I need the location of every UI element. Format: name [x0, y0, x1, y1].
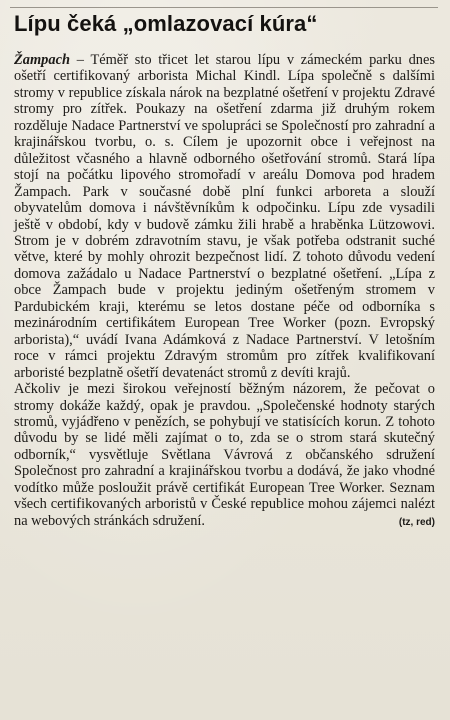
article-paragraph-2	[14, 381, 435, 529]
paragraph-2-text: Ačkoliv je mezi širokou veřejností běžným názorem, že pečovat o stromy dokáže každý, opak je pravdou. „Společenské hodnoty starých stromů, vyjádřeno v penězích, se pohybují ve statisících korun. Z tohoto důvodu by se lidé měli zajímat o to, zda se o strom stará skutečný odborník,“ vysvětluje Světlana Vávrová z občanského sdružení Společnost pro zahradní a krajinářskou tvorbu a dodává, že jako vhodné vodítko může posloužit právě certifikát European Tree Worker. Seznam všech certifikovaných arboristů v České republice mohou zájemci nalézt na webových stránkách sdružení.	[14, 381, 435, 529]
article-headline: Lípu čeká „omlazovací kúra“	[14, 11, 318, 36]
author-credit: (tz, red)	[398, 516, 435, 528]
dateline-place: Žampach	[14, 52, 70, 68]
dateline-dash: –	[69, 52, 91, 68]
article-paragraph-1	[14, 52, 435, 381]
paragraph-1-text: Téměř sto třicet let starou lípu v zámeckém parku dnes ošetří certifikovaný arborista Michal Kindl. Lípa společně s dalšími stromy v republice získala nárok na bezplatné ošetření v projektu Zdravé stromy pro zítřek. Poukazy na ošetření zdarma již druhým rokem rozděluje Nadace Partnerství ve spolupráci se Společností pro zahradní a krajinářskou tvorbu, o. s. Cílem je upozornit obce i veřejnost na důležitost včasného a hlavně odborného ošetřování stromů. Stará lípa stojí na počátku lipového stromořadí v areálu Domova pod hradem Žampach. Park v současné době plní funkci arboreta a slouží obyvatelům domova i návštěvníkům k odpočinku. Lípu zde vysadili ještě v období, kdy v budově zámku žili hrabě a hraběnka Lützowovi. Strom je v dobrém zdravotním stavu, je však potřeba odstranit suché větve, které by mohly ohrozit bezpečnost lidí. Z tohoto důvodu vedení domova zažádalo u Nadace Partnerství o bezplatné ošetření. „Lípa z obce Žampach bude v projektu jediným ošetřeným stromem v Pardubickém kraji, kterému se letos dostane péče od odborníka s mezinárodním certifikátem European Tree Worker (pozn. Evropský arborista),“ uvádí Ivana Adámková z Nadace Partnerství. V letošním roce v rámci projektu Zdravým stromům pro zítřek kvalifikovaní arboristé bezplatně ošetří devatenáct stromů z devíti krajů.	[14, 52, 435, 381]
article-body	[14, 52, 435, 531]
top-rule	[10, 7, 438, 8]
